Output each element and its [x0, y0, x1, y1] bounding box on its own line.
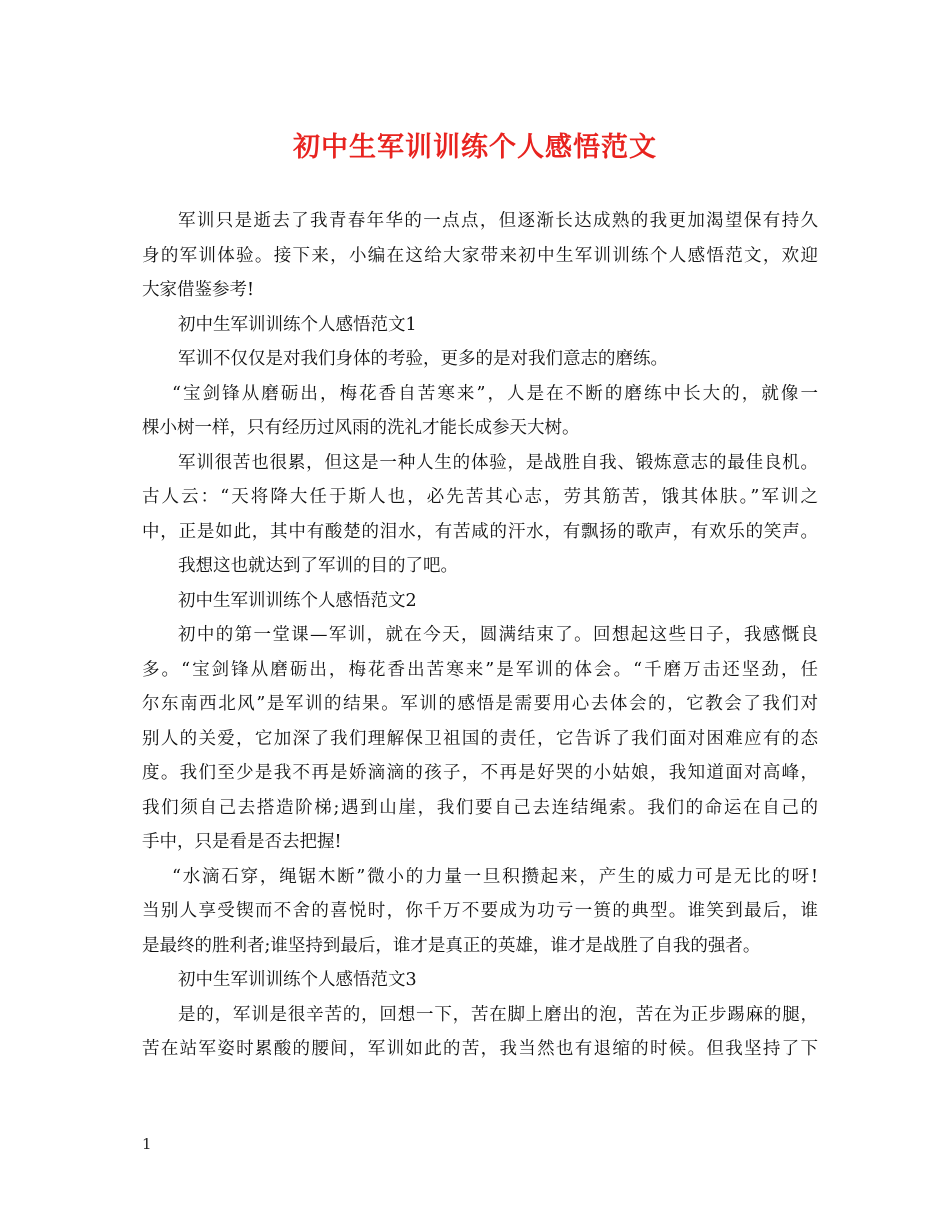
paragraph-line: 手中，只是看是否去把握!: [142, 832, 342, 852]
paragraph-line: 军训不仅仅是对我们身体的考验，更多的是对我们意志的磨练。: [178, 349, 668, 369]
paragraph-line: 多。“宝剑锋从磨砺出，梅花香出苦寒来”是军训的体会。“千磨万击还坚劲，任: [142, 659, 818, 680]
paragraph-line: 度。我们至少是我不再是娇滴滴的孩子，不再是好哭的小姑娘，我知道面对高峰，: [142, 763, 818, 783]
paragraph-line: 我们须自己去搭造阶梯;遇到山崖，我们要自己去连结绳索。我们的命运在自己的: [142, 797, 818, 818]
section-heading: 初中生军训训练个人感悟范文1: [178, 314, 417, 335]
paragraph-line: 苦在站军姿时累酸的腰间，军训如此的苦，我当然也有退缩的时候。但我坚持了下: [142, 1039, 818, 1059]
paragraph-line: 初中的第一堂课—军训，就在今天，圆满结束了。回想起这些日子，我感慨良: [178, 625, 818, 645]
paragraph-line: 大家借鉴参考!: [142, 280, 255, 300]
document-title: 初中生军训训练个人感悟范文: [293, 132, 657, 163]
paragraph-line: “水滴石穿，绳锯木断”微小的力量一旦积攒起来，产生的威力可是无比的呀!: [172, 866, 818, 887]
paragraph-line: 尔东南西北风”是军训的结果。军训的感悟是需要用心去体会的，它教会了我们对: [142, 694, 818, 714]
paragraph-line: 是最终的胜利者;谁坚持到最后，谁才是真正的英雄，谁才是战胜了自我的强者。: [142, 935, 761, 956]
section-heading: 初中生军训训练个人感悟范文3: [178, 970, 417, 990]
paragraph-line: 棵小树一样，只有经历过风雨的洗礼才能长成参天大树。: [142, 418, 580, 438]
paragraph-line: 古人云：“天将降大任于斯人也，必先苦其心志，劳其筋苦，饿其体肤。”军训之: [142, 487, 818, 507]
paragraph-line: 身的军训体验。接下来，小编在这给大家带来初中生军训训练个人感悟范文，欢迎: [142, 245, 818, 266]
paragraph-line: 是的，军训是很辛苦的，回想一下，苦在脚上磨出的泡，苦在为正步踢麻的腿，: [178, 1004, 818, 1025]
paragraph-line: 当别人享受锲而不舍的喜悦时，你千万不要成为功亏一篑的典型。谁笑到最后，谁: [142, 901, 818, 921]
paragraph-line: 中，正是如此，其中有酸楚的泪水，有苦咸的汗水，有飘扬的歌声，有欢乐的笑声。: [142, 521, 818, 542]
section-heading: 初中生军训训练个人感悟范文2: [178, 590, 417, 611]
paragraph-line: 别人的关爱，它加深了我们理解保卫祖国的责任，它告诉了我们面对困难应有的态: [142, 728, 818, 749]
paragraph-line: 我想这也就达到了军训的目的了吧。: [178, 556, 458, 576]
paragraph-line: 军训只是逝去了我青春年华的一点点，但逐渐长达成熟的我更加渴望保有持久: [178, 211, 818, 231]
paragraph-line: 军训很苦也很累，但这是一种人生的体验，是战胜自我、锻炼意志的最佳良机。: [178, 452, 818, 473]
document-body: [142, 204, 818, 1067]
page-number: 1: [142, 1135, 152, 1153]
paragraph-line: “宝剑锋从磨砺出，梅花香自苦寒来”，人是在不断的磨练中长大的，就像一: [172, 383, 818, 404]
